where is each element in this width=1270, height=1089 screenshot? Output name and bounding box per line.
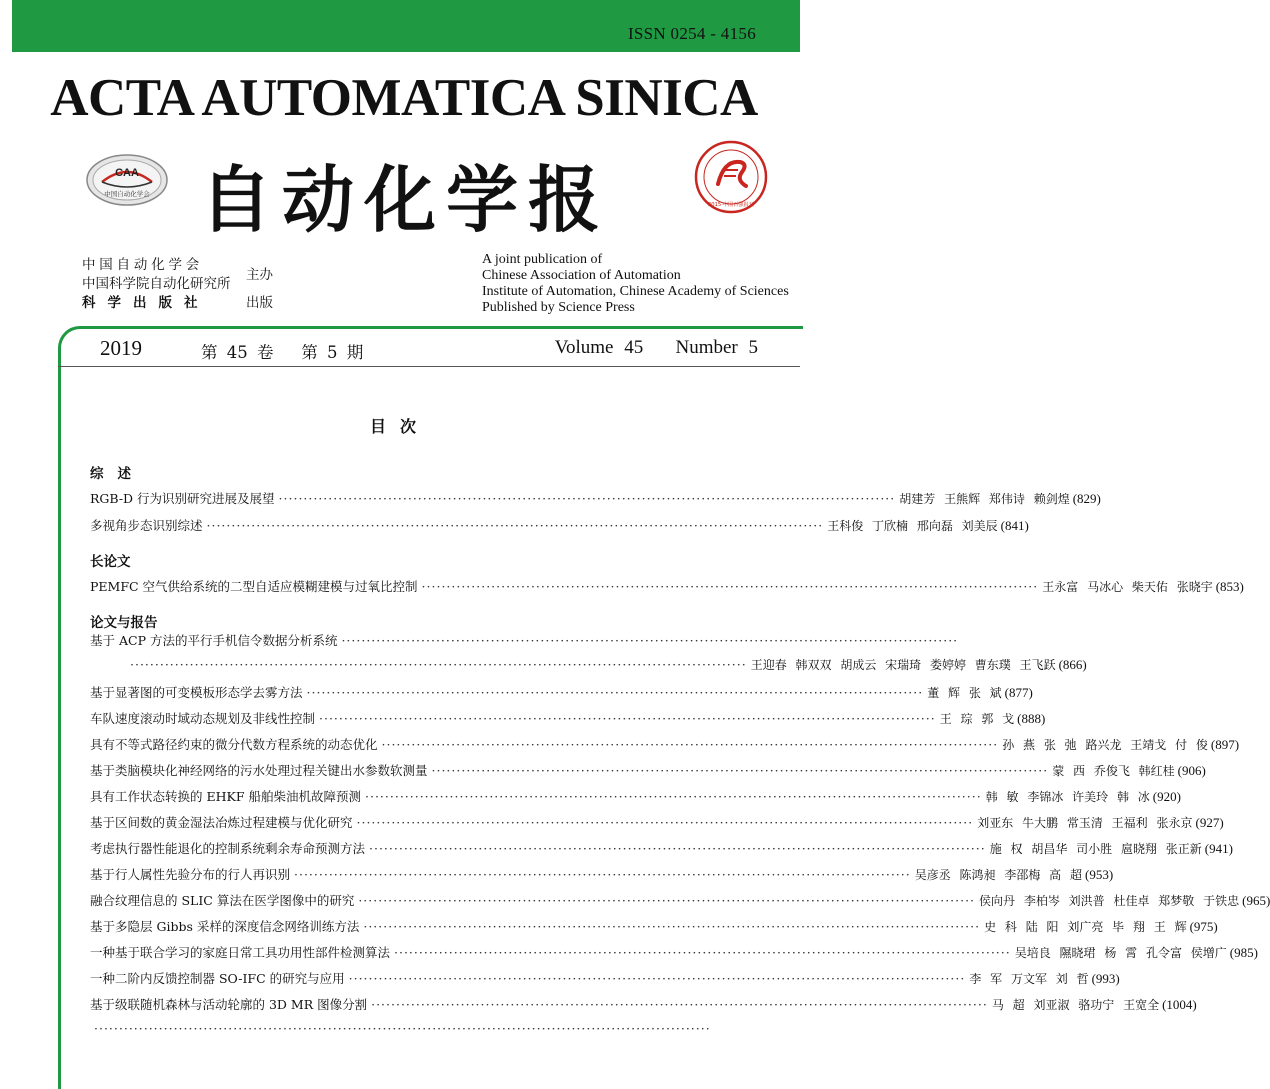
toc-entry[interactable]: 一种二阶内反馈控制器 SO-IFC 的研究与应用 ···························································································································· 李 军 万文军 刘 哲 (993) — [90, 971, 1120, 986]
article-title: PEMFC 空气供给系统的二型自适应模糊建模与过氧比控制 — [90, 579, 418, 594]
sponsor-org-1: 中国自动化学会 — [82, 257, 204, 273]
article-authors: 王科俊 丁欣楠 邢向磊 刘美辰 — [827, 519, 998, 533]
article-page: (829) — [1072, 491, 1101, 506]
article-page: (841) — [1000, 518, 1029, 533]
article-authors: 吴彦丞 陈鸿昶 李邵梅 高 超 — [914, 868, 1082, 882]
article-page: (975) — [1189, 919, 1218, 934]
article-page: (1004) — [1162, 997, 1197, 1012]
toc-entry[interactable]: 基于多隐层 Gibbs 采样的深度信念网络训练方法 ···························································································································· 史 科 陆 阳 刘广亮 毕 翔 王 辉 (975) — [90, 919, 1218, 934]
article-title: 基于类脑模块化神经网络的污水处理过程关键出水参数软测量 — [90, 763, 428, 778]
section-title: 综述 — [90, 466, 145, 482]
toc-entry[interactable]: 融合纹理信息的 SLIC 算法在医学图像中的研究 ···························································································································· 侯向丹 李柏岑 刘洪普 杜佳卓 郑梦敬 于铁忠 (965) — [90, 893, 1270, 908]
toc-entry-continuation[interactable]: ···························································································································· 王迎春 韩双双 胡成云 宋瑞琦 娄婷婷 曹东璞 王飞跃 (866) — [130, 657, 1087, 672]
toc-entry[interactable]: 考虑执行器性能退化的控制系统剩余寿命预测方法 ···························································································································· 施 权 胡昌华 司小胜 扈晓翔 张正新 (941) — [90, 841, 1233, 856]
article-title: 具有不等式路径约束的微分代数方程系统的动态优化 — [90, 737, 378, 752]
article-authors: 李 军 万文军 刘 哲 — [969, 972, 1089, 986]
publisher-label: 出版 — [246, 295, 273, 311]
section-title: 长论文 — [90, 554, 131, 570]
article-title: 基于显著图的可变模板形态学去雾方法 — [90, 685, 303, 700]
article-title: 车队速度滚动时域动态规划及非线性控制 — [90, 711, 316, 726]
article-authors: 王迎春 韩双双 胡成云 宋瑞琦 娄婷婷 曹东璞 王飞跃 — [750, 658, 1056, 672]
publisher-line: Chinese Association of Automation — [482, 268, 681, 283]
section-title: 论文与报告 — [90, 615, 158, 631]
toc-entry[interactable]: PEMFC 空气供给系统的二型自适应模糊建模与过氧比控制 ···························································································································· 王永富 马冰心 柴天佑 张晓宇 (853) — [90, 579, 1244, 594]
toc-entry[interactable]: 基于区间数的黄金湿法冶炼过程建模与优化研究 ···························································································································· 刘亚东 牛大鹏 常玉清 王福利 张永京 (927) — [90, 815, 1224, 830]
toc-entry[interactable]: 基于类脑模块化神经网络的污水处理过程关键出水参数软测量 ···························································································································· 蒙 西 乔俊飞 韩红桂 (906) — [90, 763, 1206, 778]
article-authors: 胡建芳 王熊辉 郑伟诗 赖剑煌 — [899, 492, 1070, 506]
seal-text: 2015·中国百强报刊 — [708, 202, 754, 208]
article-page: (993) — [1091, 971, 1120, 986]
journal-title-cn: 自动化学报 — [199, 158, 610, 242]
toc-entry[interactable]: 一种基于联合学习的家庭日常工具功用性部件检测算法 ···························································································································· 吴培良 隰晓珺 杨 霄 孔令富 侯增广 (985) — [90, 945, 1258, 960]
article-authors: 王 琮 郭 戈 — [939, 712, 1015, 726]
caa-logo-text: CAA — [115, 167, 139, 179]
issue-info — [58, 336, 800, 366]
article-title: 基于行人属性先验分布的行人再识别 — [90, 867, 291, 882]
article-title: 一种二阶内反馈控制器 SO-IFC 的研究与应用 — [90, 971, 345, 986]
toc-entry[interactable]: 具有工作状态转换的 EHKF 船舶柴油机故障预测 ···························································································································· 韩 敏 李锦冰 许美玲 韩 冰 (920) — [90, 789, 1181, 804]
article-page: (906) — [1177, 763, 1206, 778]
article-authors: 孙 燕 张 弛 路兴龙 王靖戈 付 俊 — [1002, 738, 1208, 752]
issn: ISSN 0254 - 4156 — [627, 24, 756, 43]
article-page: (965) — [1242, 893, 1270, 908]
article-page: (853) — [1215, 579, 1244, 594]
caa-logo-subtext: 中国自动化学会 — [104, 190, 150, 198]
article-authors: 董 辉 张 斌 — [927, 686, 1002, 700]
toc-entry[interactable]: ···························································································································· — [94, 1021, 711, 1036]
article-title: 融合纹理信息的 SLIC 算法在医学图像中的研究 — [90, 893, 355, 908]
article-title: 基于区间数的黄金湿法冶炼过程建模与优化研究 — [90, 815, 353, 830]
top100-seal-icon — [694, 140, 768, 214]
sponsor-label: 主办 — [246, 267, 273, 283]
article-page: (927) — [1195, 815, 1224, 830]
issue-volume-en: Volume 45 Number 5 — [554, 337, 758, 358]
publisher-line: A joint publication of — [482, 252, 603, 267]
toc-entry[interactable]: RGB-D 行为识别研究进展及展望 ···························································································································· 胡建芳 王熊辉 郑伟诗 赖剑煌 (829) — [90, 491, 1101, 506]
chinese-publishers — [82, 256, 273, 313]
article-authors: 刘亚东 牛大鹏 常玉清 王福利 张永京 — [977, 816, 1193, 830]
issue-divider — [58, 366, 800, 367]
article-page: (920) — [1152, 789, 1181, 804]
article-title: 一种基于联合学习的家庭日常工具功用性部件检测算法 — [90, 945, 391, 960]
issue-year: 2019 — [100, 336, 142, 360]
article-title: 多视角步态识别综述 — [90, 518, 203, 533]
article-page: (897) — [1210, 737, 1240, 752]
toc-entry[interactable]: 基于显著图的可变模板形态学去雾方法 ···························································································································· 董 辉 张 斌 (877) — [90, 685, 1033, 700]
article-page: (985) — [1229, 945, 1258, 960]
article-title: 考虑执行器性能退化的控制系统剩余寿命预测方法 — [90, 841, 366, 856]
toc-entry[interactable]: 基于行人属性先验分布的行人再识别 ···························································································································· 吴彦丞 陈鸿昶 李邵梅 高 超 (953) — [90, 867, 1114, 882]
toc-entry[interactable]: 基于级联随机森林与活动轮廓的 3D MR 图像分割 ···························································································································· 马 超 刘亚淑 骆功宁 王宽全 (1004) — [90, 997, 1197, 1012]
article-page: (953) — [1084, 867, 1114, 882]
article-page: (888) — [1017, 711, 1046, 726]
toc-heading: 目次 — [369, 417, 430, 436]
article-title: 基于 ACP 方法的平行手机信令数据分析系统 — [90, 633, 338, 648]
publisher-line: Published by Science Press — [482, 300, 635, 315]
publisher-line: Institute of Automation, Chinese Academy of Sciences — [482, 284, 789, 299]
caa-logo-icon — [84, 152, 170, 208]
article-page: (877) — [1004, 685, 1033, 700]
article-authors: 施 权 胡昌华 司小胜 扈晓翔 张正新 — [989, 842, 1202, 856]
article-authors: 韩 敏 李锦冰 许美玲 韩 冰 — [985, 790, 1150, 804]
article-authors: 史 科 陆 阳 刘广亮 毕 翔 王 辉 — [984, 920, 1187, 934]
article-authors: 吴培良 隰晓珺 杨 霄 孔令富 侯增广 — [1014, 946, 1227, 960]
issue-volume-cn: 第 45 卷 第 5 期 — [201, 343, 364, 362]
toc-entry[interactable]: 车队速度滚动时域动态规划及非线性控制 ···························································································································· 王 琮 郭 戈 (888) — [90, 711, 1046, 726]
article-authors: 蒙 西 乔俊飞 韩红桂 — [1052, 764, 1175, 778]
english-publishers — [482, 252, 789, 316]
toc-entry[interactable]: 基于 ACP 方法的平行手机信令数据分析系统 ···························································································································· — [90, 633, 959, 648]
toc-entry[interactable]: 多视角步态识别综述 ···························································································································· 王科俊 丁欣楠 邢向磊 刘美辰 (841) — [90, 518, 1029, 533]
article-authors: 王永富 马冰心 柴天佑 张晓宇 — [1042, 580, 1213, 594]
publisher-name: 科学出版社 — [82, 295, 210, 311]
article-page: (866) — [1058, 657, 1087, 672]
article-title: RGB-D 行为识别研究进展及展望 — [90, 491, 275, 506]
journal-title-en: ACTA AUTOMATICA SINICA — [50, 69, 758, 127]
article-title: 基于多隐层 Gibbs 采样的深度信念网络训练方法 — [90, 919, 360, 934]
article-page: (941) — [1204, 841, 1233, 856]
toc-entry[interactable]: 具有不等式路径约束的微分代数方程系统的动态优化 ···························································································································· 孙 燕 张 弛 路兴龙 王靖戈 付 俊 (897) — [90, 737, 1240, 752]
article-title: 具有工作状态转换的 EHKF 船舶柴油机故障预测 — [90, 789, 361, 804]
article-title: 基于级联随机森林与活动轮廓的 3D MR 图像分割 — [90, 997, 368, 1012]
sponsor-org-2: 中国科学院自动化研究所 — [82, 276, 231, 292]
article-authors: 马 超 刘亚淑 骆功宁 王宽全 — [991, 998, 1160, 1012]
article-authors: 侯向丹 李柏岑 刘洪普 杜佳卓 郑梦敬 于铁忠 — [979, 894, 1240, 908]
